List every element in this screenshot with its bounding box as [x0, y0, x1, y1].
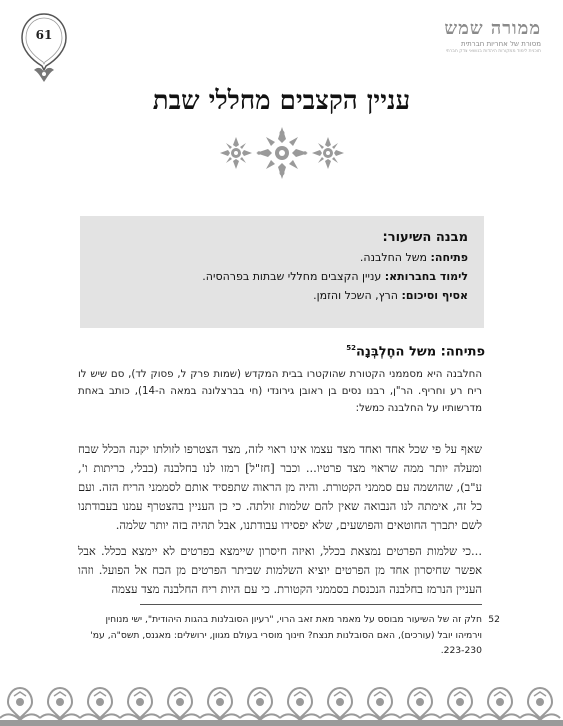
- brand-subtitle: מסורת של אחריות חברתית: [461, 40, 541, 48]
- lesson-item-text: משל החלבנה.: [359, 251, 427, 264]
- footnote-marker: 52: [346, 344, 357, 352]
- page-number-badge: [20, 12, 68, 84]
- lesson-structure-item: [90, 248, 468, 267]
- lesson-item-text: עניין הקצבים מחללי שבתות בפרהסיה.: [202, 270, 382, 283]
- lesson-item-label: לימוד בחברותא:: [384, 270, 468, 283]
- intro-paragraph: החלבנה היא מסממני הקטורת שהוקטרו בבית המקדש (שמות פרק ל, פסוק לד), סם שיש לו ריח רע וחריף. הר"ן, רבנו נסים בן ראובן גירונדי (חי בברצלונה במאה ה-14), כותב באחת מדרשותיו על החלבנה כמשל:: [78, 369, 482, 414]
- lesson-item-label: אסיף וסיכום:: [401, 289, 468, 302]
- lesson-structure-box: [80, 216, 484, 328]
- brand-logo: [391, 18, 541, 54]
- decorative-border-icon: [0, 684, 563, 726]
- footnote-number: 52: [488, 614, 500, 625]
- quote-paragraph: ...כי שלמות הפרטים נמצאת בכלל, ואיזה חיסרון שיימצא בפרטים לא יימצא בכלל. אבל אפשר שחיסרון אחד מן הפרטים יוציא השלמות שביתר הפרטים מן הכח אל הפועל. וזהו העניין הנרמז בחלבנה הנכנסת בסממני הקטורת. כי עם היות ריח החלבנה מצד עצמה: [78, 544, 482, 596]
- lesson-structure-heading: מבנה השיעור:: [382, 230, 468, 245]
- section-heading: [346, 344, 485, 359]
- brand-tagline: תוכנית לימוד ממקורות היהדות בנושאי צדק חברתי: [445, 49, 541, 54]
- footnote-text: חלק זה של השיעור מבוסס על מאמר מאת זאב הרוי, "רעיון הסובלנות בהגות היהודית", ישי מנוחין וירמיהו יובל (עורכים), האם הסובלנות תנצח? חינוך מוסרי בעולם מגוון, ירושלים: מאגנס, תשס"ה, עמ' 223-230.: [90, 614, 482, 656]
- quote-paragraph: שאף על פי שכל אחד ואחד מצד עצמו אינו ראוי לזה, מצד הצטרפו לזולתו יקנה הכלל שבח ומעלה יותר ממה שראוי מצד פרטיו... וכבר [חז"ל] רמזו לנו בחלבנה (בבלי, כריתות ו', ע"ב), שהושמה עם סממני הקטורת. והיה מן הראוה שתפסיד אותם לסממני הריח הזה. ועם כל זה, אימתה לנו הנבואה שאין להם שלמות זולתה. כי כן העניין בהצטרף עמנו בעבודתנו לשם יתברך החוטאים והפושעים, שלא יפסידו עבודתנו, אבל תהיה בזה יותר שלמה.: [78, 442, 482, 532]
- lesson-item-text: הרץ, השכל והזמן.: [313, 289, 398, 302]
- page-title: עניין הקצבים מחללי שבת: [152, 86, 411, 116]
- page-number: 61: [35, 28, 53, 42]
- section-heading-text: פתיחה: משל החֶלְבְּנָה: [356, 344, 485, 360]
- ornament-divider-icon: [212, 126, 352, 180]
- lesson-structure-item: [90, 286, 468, 305]
- lesson-structure-item: [90, 267, 468, 286]
- lesson-item-label: פתיחה:: [430, 251, 468, 264]
- footnote: [78, 612, 500, 659]
- brand-name: ממורה שמש: [444, 18, 541, 39]
- footnote-divider: [140, 604, 482, 605]
